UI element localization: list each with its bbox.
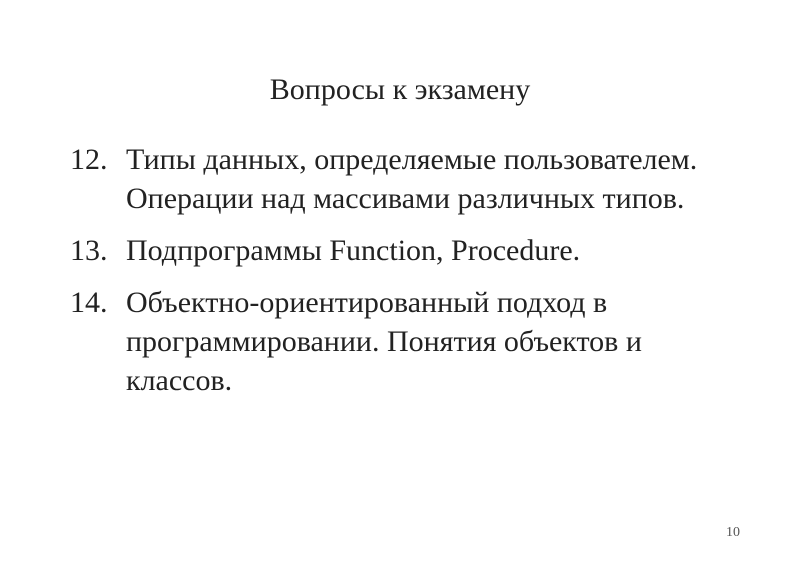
question-number: 13.: [70, 234, 108, 267]
question-number: 14.: [70, 286, 108, 319]
slide-title: Вопросы к экзамену: [269, 73, 531, 106]
question-number: 12.: [70, 143, 108, 176]
page-number: 10: [726, 525, 740, 540]
question-list: [70, 140, 770, 413]
question-item: [70, 231, 770, 270]
question-item: [70, 283, 770, 400]
question-text: Подпрограммы Function, Procedure.: [126, 234, 581, 267]
question-text: Объектно-ориентированный подход в программировании. Понятия объектов и классов.: [126, 286, 642, 397]
question-item: [70, 140, 770, 218]
question-text: Типы данных, определяемые пользователем. Операции над массивами различных типов.: [126, 143, 698, 215]
